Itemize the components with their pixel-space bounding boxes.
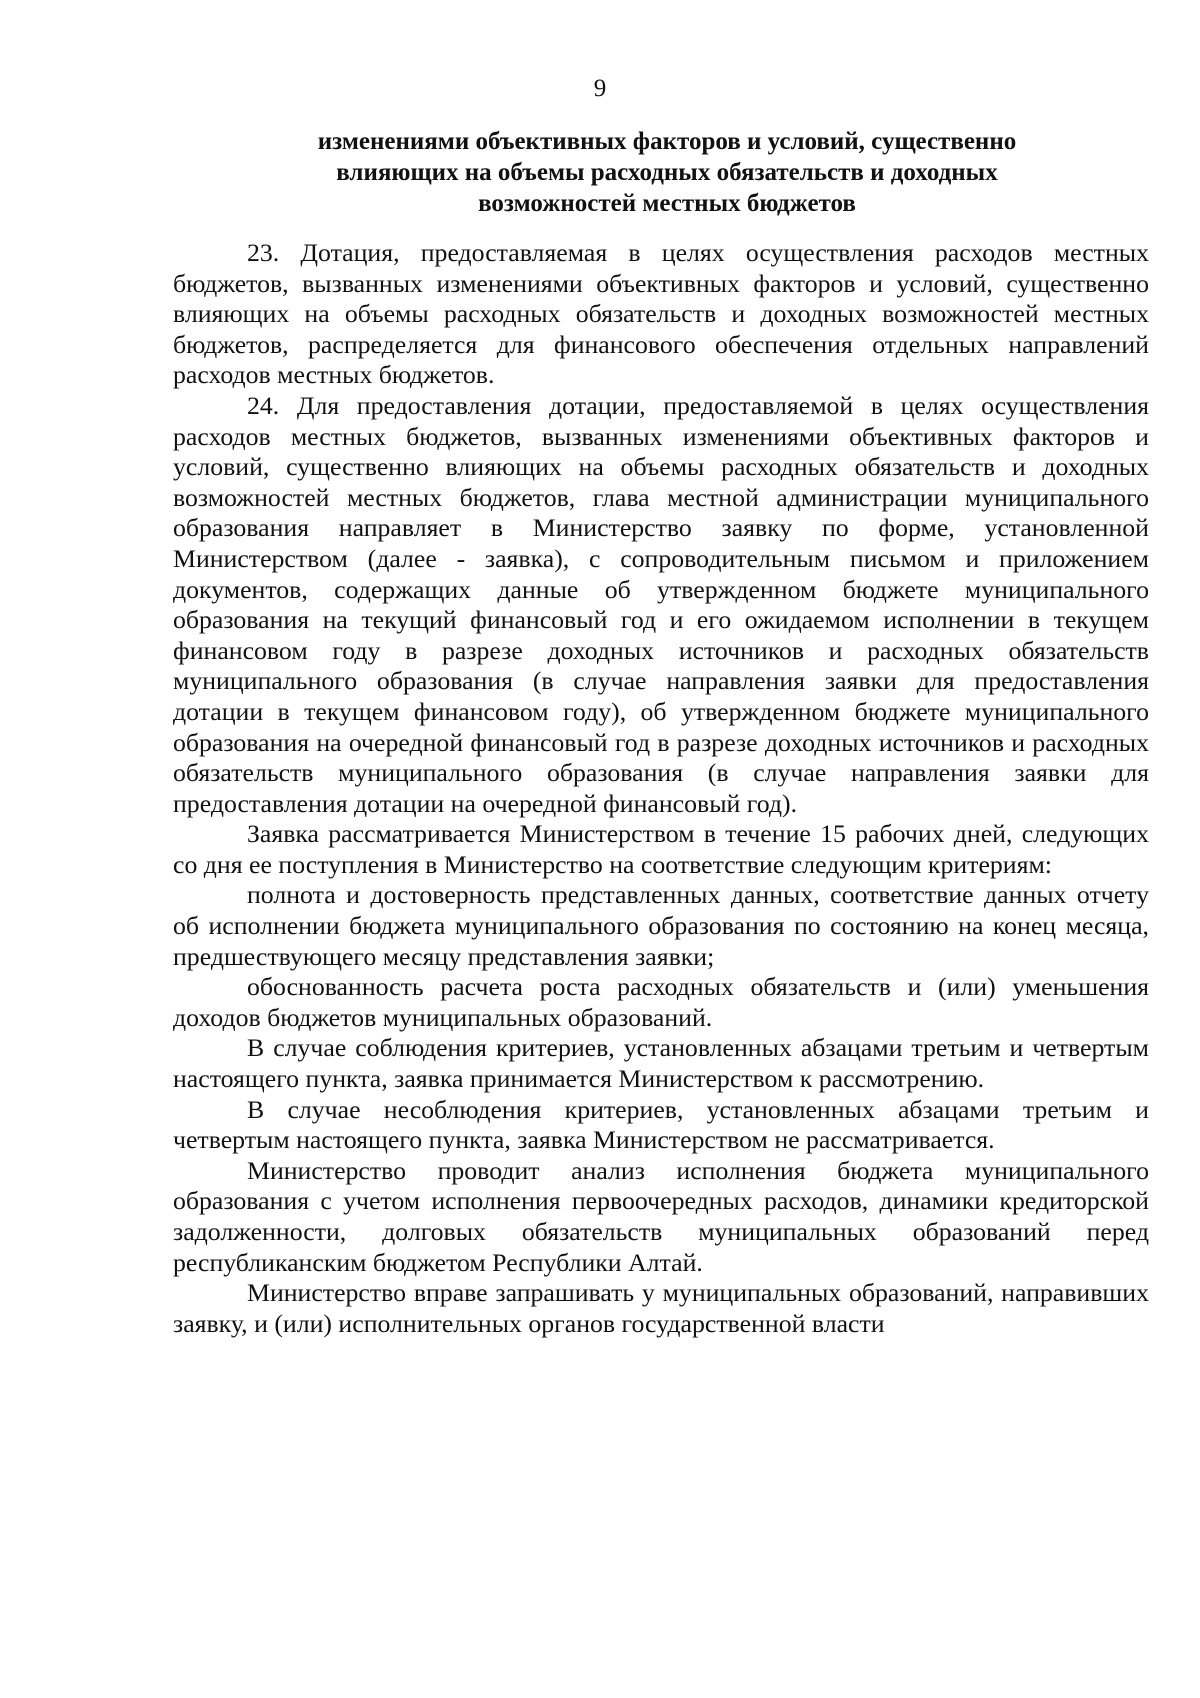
heading-line: изменениями объективных факторов и условий, существенно bbox=[317, 128, 1017, 155]
heading-line: возможностей местных бюджетов bbox=[478, 190, 856, 217]
paragraph-criterion-completeness: полнота и достоверность представленных данных, соответствие данных отчету об исполнении бюджета муниципального образования по состоянию на конец месяца, предшествующего месяцу представления заявки; bbox=[173, 880, 1149, 971]
paragraph-criteria-not-met: В случае несоблюдения критериев, установленных абзацами третьим и четвертым настоящего пункта, заявка Министерством не рассматривается. bbox=[173, 1094, 1149, 1155]
section-heading bbox=[262, 126, 1072, 219]
paragraph-criteria-met: В случае соблюдения критериев, установленных абзацами третьим и четвертым настоящего пункта, заявка принимается Министерством к рассмотрению. bbox=[173, 1033, 1149, 1094]
paragraph-analysis: Министерство проводит анализ исполнения бюджета муниципального образования с учетом исполнения первоочередных расходов, динамики кредиторской задолженности, долговых обязательств муниципальных образований перед республиканским бюджетом Республики Алтай. bbox=[173, 1155, 1149, 1277]
paragraph-review-term: Заявка рассматривается Министерством в течение 15 рабочих дней, следующих со дня ее поступления в Министерство на соответствие следующим критериям: bbox=[173, 819, 1149, 879]
heading-line: влияющих на объемы расходных обязательств и доходных bbox=[336, 159, 998, 186]
page-number: 9 bbox=[593, 75, 607, 102]
body-text bbox=[173, 238, 1149, 1339]
paragraph-24: 24. Для предоставления дотации, предоставляемой в целях осуществления расходов местных бюджетов, вызванных изменениями объективных факторов и условий, существенно влияющих на объемы расходных обязательств и доходных возможностей местных бюджетов, глава местной администрации муниципального образования направляет в Министерство заявку по форме, установленной Министерством (далее - заявка), с сопроводительным письмом и приложением документов, содержащих данные об утвержденном бюджете муниципального образования на текущий финансовый год и его ожидаемом исполнении в текущем финансовом году в разрезе доходных источников и расходных обязательств муниципального образования (в случае направления заявки для предоставления дотации в текущем финансовом году), об утвержденном бюджете муниципального образования на очередной финансовый год в разрезе доходных источников и расходных обязательств муниципального образования (в случае направления заявки для предоставления дотации на очередной финансовый год). bbox=[173, 390, 1149, 818]
paragraph-23: 23. Дотация, предоставляемая в целях осуществления расходов местных бюджетов, вызванных изменениями объективных факторов и условий, существенно влияющих на объемы расходных обязательств и доходных возможностей местных бюджетов, распределяется для финансового обеспечения отдельных направлений расходов местных бюджетов. bbox=[173, 238, 1149, 390]
paragraph-request-rights: Министерство вправе запрашивать у муниципальных образований, направивших заявку, и (или) исполнительных органов государственной власти bbox=[173, 1278, 1149, 1338]
paragraph-criterion-justification: обоснованность расчета роста расходных обязательств и (или) уменьшения доходов бюджетов муниципальных образований. bbox=[173, 972, 1149, 1032]
